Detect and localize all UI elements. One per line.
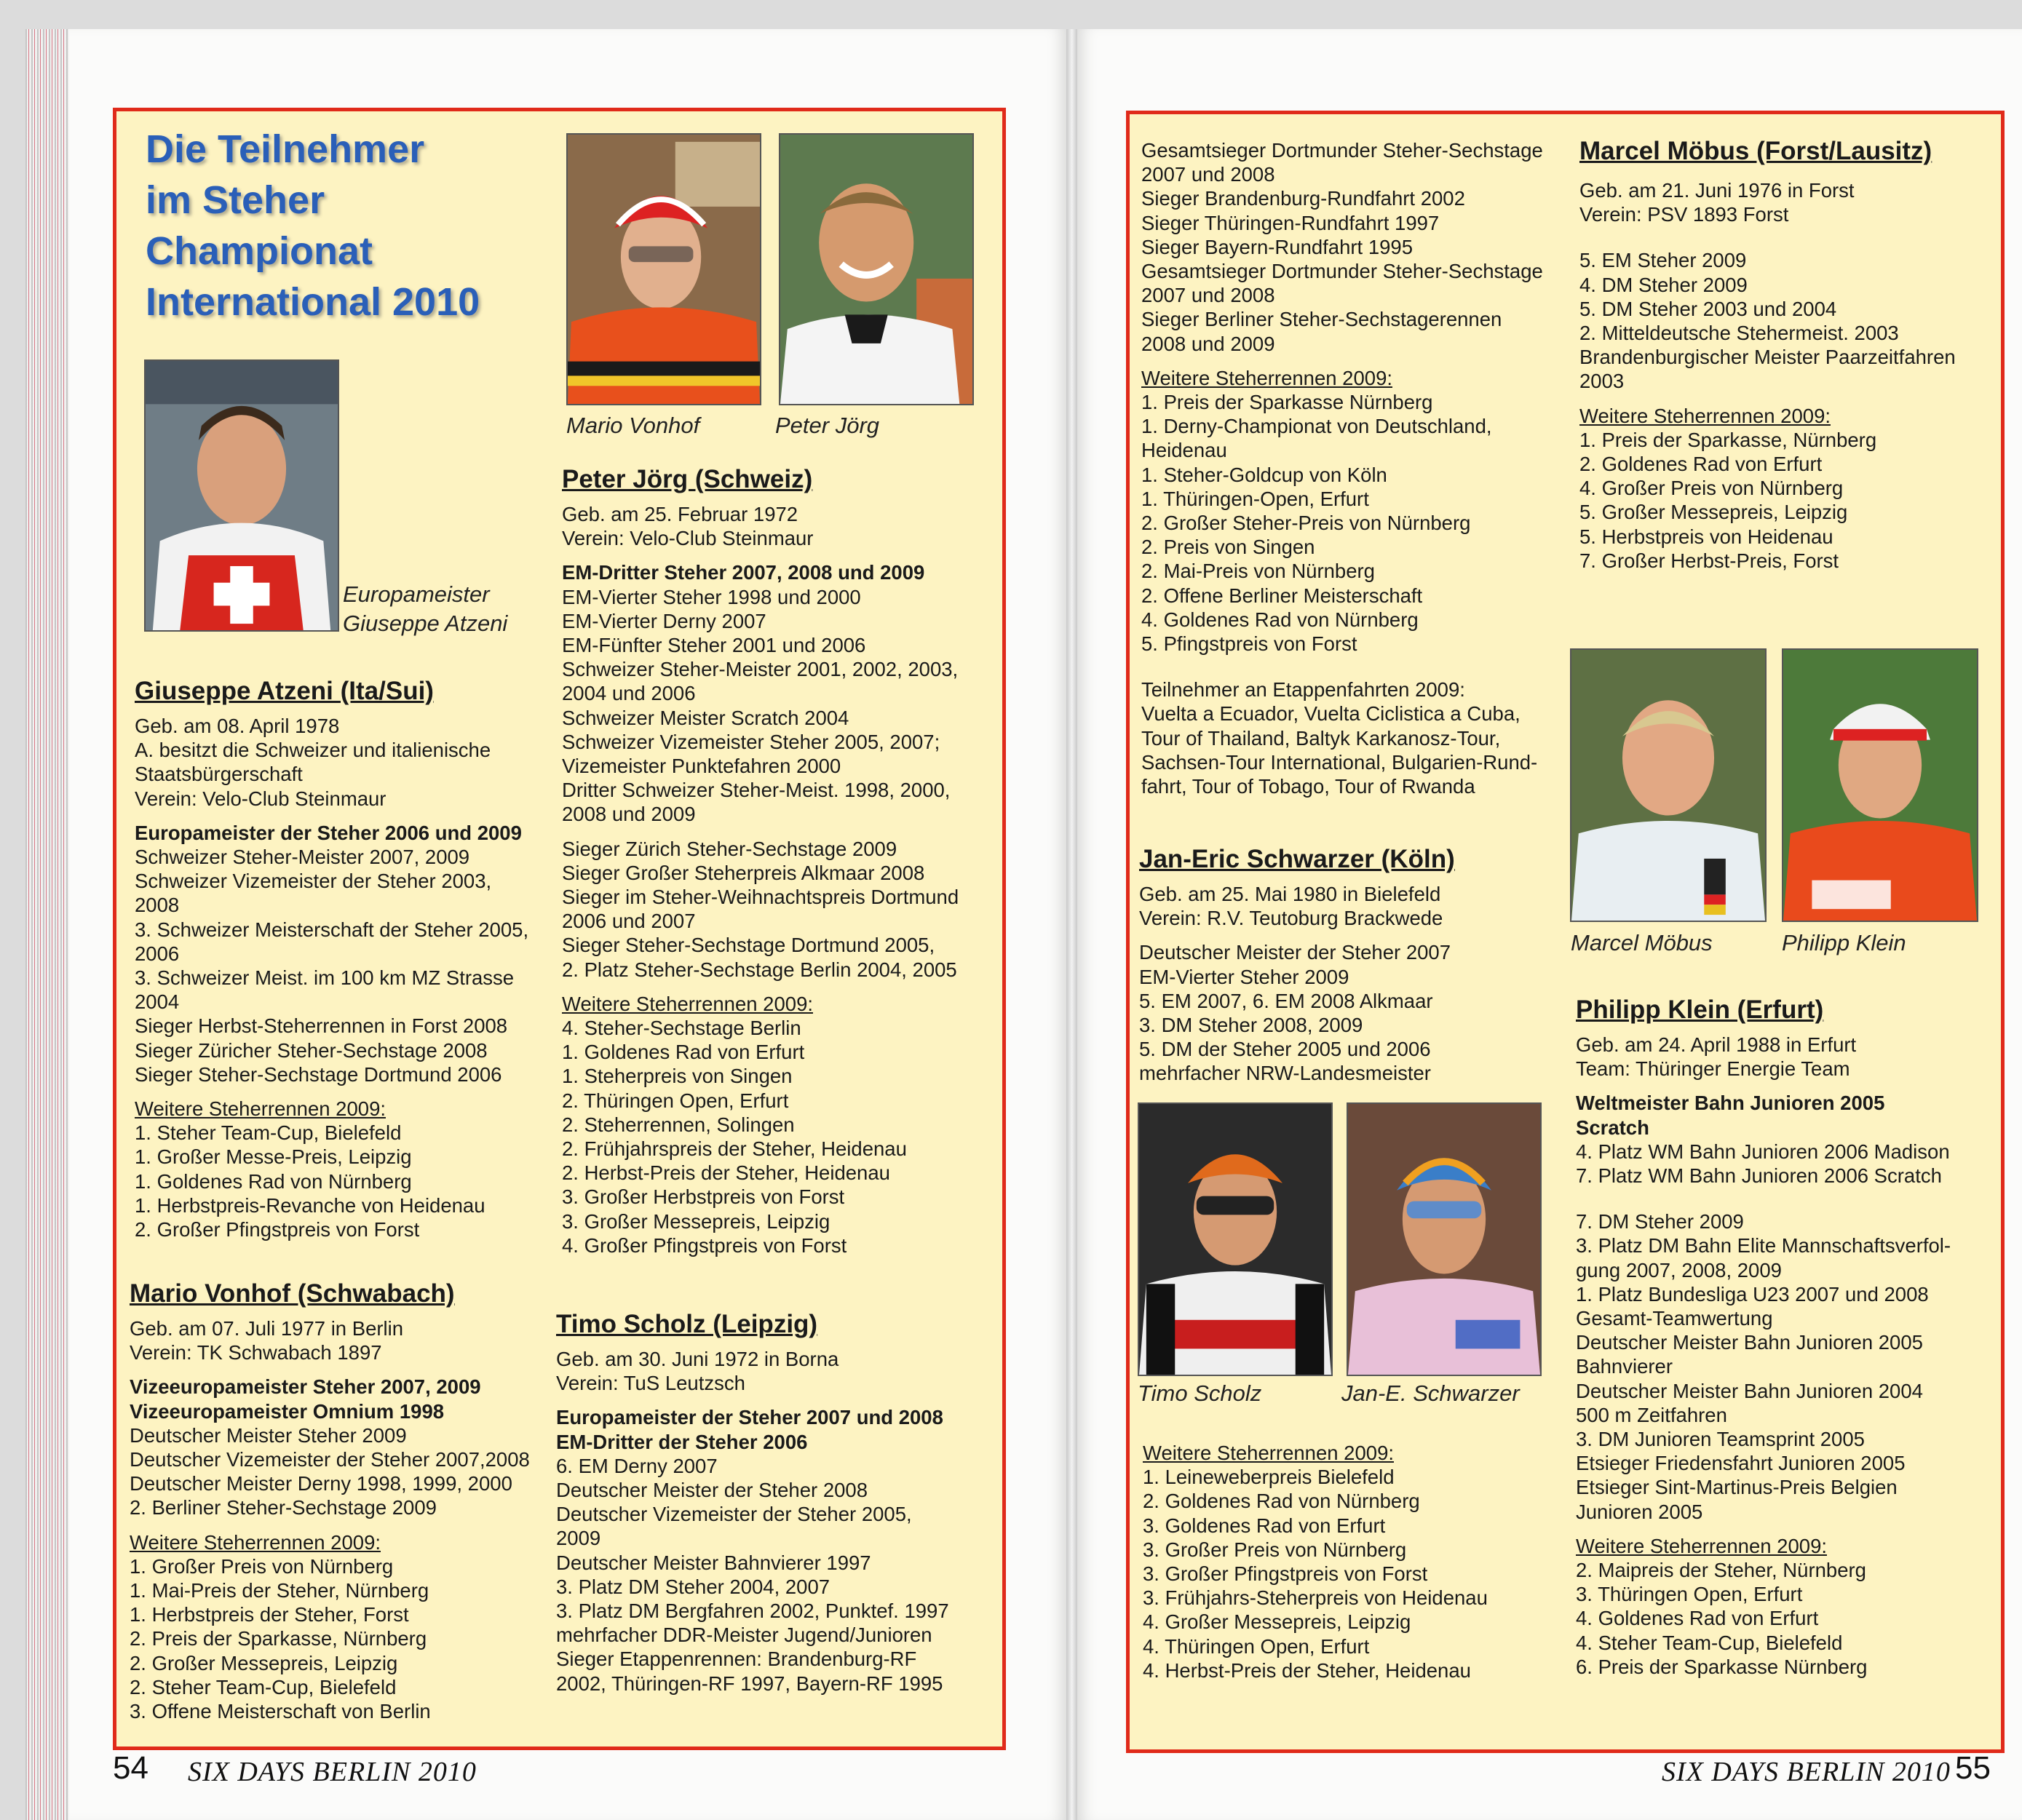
profile-giuseppe-atzeni [135,675,528,1241]
profile-line: Geb. am 24. April 1988 in Erfurt [1576,1033,1857,1056]
profile-line: mehrfacher DDR-Meister Jugend/Junioren [556,1624,932,1647]
profile-line: 1. Thüringen-Open, Erfurt [1141,487,1369,510]
profile-line: Tour of Thailand, Baltyk Karkanosz-Tour, [1141,726,1501,750]
profile-line: Etsieger Friedensfahrt Junioren 2005 [1576,1452,1906,1475]
profile-line: 3. Großer Herbstpreis von Forst [562,1185,845,1209]
profile-line: 2008 [135,894,180,917]
profile-line: 2. Großer Steher-Preis von Nürnberg [1141,512,1471,535]
profile-line: 3. Schweizer Meist. im 100 km MZ Strasse [135,966,515,990]
profile-line: 3. Platz DM Steher 2004, 2007 [556,1575,830,1598]
profile-subheading: Weitere Steherrennen 2009: [562,992,813,1015]
profile-line: Geb. am 07. Juli 1977 in Berlin [130,1317,404,1340]
profile-line: 2002, Thüringen-RF 1997, Bayern-RF 1995 [556,1672,943,1695]
profile-line: Sieger Thüringen-Rundfahrt 1997 [1141,211,1440,234]
profile-line: 3. Platz DM Bahn Elite Mannschaftsverfol- [1576,1234,1951,1257]
profile-line: 4. Großer Messepreis, Leipzig [1143,1610,1411,1634]
profile-line: 6. Preis der Sparkasse Nürnberg [1576,1655,1868,1678]
profile-line: 2. Herbst-Preis der Steher, Heidenau [562,1161,890,1185]
profile-line: 2. Platz Steher-Sechstage Berlin 2004, 2005 [562,958,957,981]
profile-line: Teilnehmer an Etappenfahrten 2009: [1141,678,1465,702]
profile-line: 1. Preis der Sparkasse, Nürnberg [1579,428,1877,451]
profile-timo-scholz-continued [1141,138,1543,798]
photo-mario-vonhof [566,133,761,405]
profile-line: Sieger Steher-Sechstage Dortmund 2006 [135,1062,502,1086]
profile-line: Sieger Züricher Steher-Sechstage 2008 [135,1038,488,1062]
profile-line: Sieger Berliner Steher-Sechstagerennen [1141,308,1502,331]
profile-line: 4. Großer Preis von Nürnberg [1579,477,1844,500]
profile-line: 1. Preis der Sparkasse Nürnberg [1141,391,1433,414]
profile-line: Geb. am 08. April 1978 [135,715,340,737]
profile-line: Dritter Schweizer Steher-Meist. 1998, 2000, [562,779,951,802]
profile-heading: Peter Jörg (Schweiz) [562,465,813,493]
profile-line: 3. Frühjahrs-Steherpreis von Heidenau [1143,1586,1488,1610]
profile-line: 2. Preis von Singen [1141,536,1315,559]
profile-line: EM-Vierter Steher 1998 und 2000 [562,585,861,608]
profile-line: Geb. am 21. Juni 1976 in Forst [1579,179,1855,202]
footer-right: SIX DAYS BERLIN 2010 [1662,1757,1951,1787]
profile-line: 1. Goldenes Rad von Nürnberg [135,1169,412,1193]
profile-line: 3. Goldenes Rad von Erfurt [1143,1514,1386,1537]
profile-line: Brandenburgischer Meister Paarzeitfahren [1579,346,1956,369]
profile-line: 2007 und 2008 [1141,284,1275,307]
profile-line: 5. Pfingstpreis von Forst [1141,632,1357,656]
profile-line: 3. Großer Preis von Nürnberg [1143,1538,1407,1561]
profile-line: 1. Großer Preis von Nürnberg [130,1554,394,1578]
profile-line: 2. Großer Pfingstpreis von Forst [135,1218,420,1241]
profile-line: 2. Goldenes Rad von Nürnberg [1143,1490,1420,1513]
photo-timo-scholz [1138,1102,1333,1376]
profile-line: 2008 und 2009 [562,803,696,826]
profile-line: Europameister der Steher 2006 und 2009 [135,821,522,844]
profile-line: Verein: Velo-Club Steinmaur [562,527,814,550]
profile-line: 7. DM Steher 2009 [1576,1210,1744,1233]
profile-line: 4. Platz WM Bahn Junioren 2006 Madison [1576,1140,1950,1163]
profile-line: mehrfacher NRW-Landesmeister [1139,1062,1431,1085]
profile-line: 2. Steher Team-Cup, Bielefeld [130,1675,397,1698]
profile-line: 4. Goldenes Rad von Erfurt [1576,1607,1819,1630]
profile-mario-vonhof [130,1277,530,1723]
profile-line: 2004 [135,990,180,1014]
page-number-left: 54 [113,1750,148,1786]
profile-line: EM-Vierter Steher 2009 [1139,965,1349,988]
profile-line: Vizemeister Punktefahren 2000 [562,755,841,778]
profile-line: 2007 und 2008 [1141,163,1275,186]
profile-line: EM-Dritter der Steher 2006 [556,1430,808,1453]
profile-line: Sieger Großer Steherpreis Alkmaar 2008 [562,861,925,884]
profile-line: Sieger Zürich Steher-Sechstage 2009 [562,837,897,860]
profile-line: 2006 [135,942,180,965]
profile-timo-scholz [556,1308,949,1696]
profile-line: 4. DM Steher 2009 [1579,273,1748,296]
profile-line: Schweizer Meister Scratch 2004 [562,706,849,729]
profile-line: Deutscher Meister der Steher 2008 [556,1479,868,1502]
profile-line: 1. Derny-Championat von Deutschland, [1141,415,1492,438]
profile-line: Verein: Velo-Club Steinmaur [135,787,386,810]
profile-line: 3. Schweizer Meisterschaft der Steher 2005, [135,918,529,941]
profile-line: Gesamtsieger Dortmunder Steher-Sechstage [1141,260,1543,283]
profile-line: 3. Offene Meisterschaft von Berlin [130,1700,431,1723]
profile-line: Deutscher Meister Bahnvierer 1997 [556,1551,871,1574]
profile-marcel-moebus [1579,135,1956,573]
profile-line: Heidenau [1141,439,1227,462]
profile-line: Geb. am 25. Mai 1980 in Bielefeld [1139,883,1441,905]
profile-line: 4. Goldenes Rad von Nürnberg [1141,608,1419,631]
caption-scholz: Timo Scholz [1138,1380,1262,1406]
profile-line: Sachsen-Tour International, Bulgarien-Rund- [1141,750,1538,774]
profile-line: Bahnvierer [1576,1355,1673,1378]
profile-line: A. besitzt die Schweizer und italienische [135,739,491,762]
profile-line: 7. Platz WM Bahn Junioren 2006 Scratch [1576,1164,1942,1188]
profile-line: Geb. am 30. Juni 1972 in Borna [556,1348,839,1370]
profile-line: 2. Thüringen Open, Erfurt [562,1089,789,1112]
profile-line: 5. DM der Steher 2005 und 2006 [1139,1038,1431,1061]
profile-line: Staatsbürgerschaft [135,763,303,786]
profile-line: Deutscher Meister Steher 2009 [130,1423,407,1447]
profile-line: Verein: R.V. Teutoburg Brackwede [1139,907,1443,930]
profile-line: Sieger Brandenburg-Rundfahrt 2002 [1141,187,1465,210]
title-line: Die Teilnehmer [146,127,425,171]
profile-line: 1. Goldenes Rad von Erfurt [562,1041,805,1064]
profile-line: 5. Großer Messepreis, Leipzig [1579,501,1848,524]
profile-subheading: Weitere Steherrennen 2009: [1143,1442,1394,1464]
profile-line: 3. DM Junioren Teamsprint 2005 [1576,1428,1865,1451]
profile-subheading: Weitere Steherrennen 2009: [135,1097,386,1121]
profile-line: 2. Berliner Steher-Sechstage 2009 [130,1496,437,1519]
profile-heading: Mario Vonhof (Schwabach) [130,1279,455,1308]
profile-line: Etsieger Sint-Martinus-Preis Belgien [1576,1476,1898,1499]
profile-line: 2. Steherrennen, Solingen [562,1113,795,1136]
caption-klein: Philipp Klein [1782,930,1906,955]
caption-joerg: Peter Jörg [775,413,880,438]
profile-line: 5. DM Steher 2003 und 2004 [1579,297,1837,320]
profile-line: Deutscher Meister Derny 1998, 1999, 2000 [130,1472,512,1495]
profile-line: 2. Großer Messepreis, Leipzig [130,1651,398,1674]
profile-line: 1. Herbstpreis der Steher, Forst [130,1603,409,1626]
profile-line: 4. Großer Pfingstpreis von Forst [562,1233,847,1257]
profile-line: 500 m Zeitfahren [1576,1403,1727,1426]
caption-vonhof: Mario Vonhof [566,413,700,438]
profile-jan-eric-schwarzer [1139,843,1455,1086]
profile-line: 1. Platz Bundesliga U23 2007 und 2008 [1576,1282,1929,1306]
page-edges [25,29,69,1820]
profile-line: Verein: TK Schwabach 1897 [130,1341,382,1364]
profile-heading: Philipp Klein (Erfurt) [1576,996,1824,1024]
profile-line: 1. Mai-Preis der Steher, Nürnberg [130,1579,429,1602]
profile-line: 2. Mai-Preis von Nürnberg [1141,560,1375,583]
profile-line: Weltmeister Bahn Junioren 2005 [1576,1092,1885,1115]
profile-line: Vuelta a Ecuador, Vuelta Ciclistica a Cuba, [1141,702,1521,726]
profile-subheading: Weitere Steherrennen 2009: [1576,1534,1827,1557]
profile-line: 4. Steher Team-Cup, Bielefeld [1576,1631,1843,1654]
photo-jan-eric-schwarzer [1347,1102,1542,1376]
profile-line: 6. EM Derny 2007 [556,1454,718,1477]
profile-line: Europameister der Steher 2007 und 2008 [556,1406,943,1429]
book-spine [1066,29,1077,1820]
profile-line: 3. Großer Messepreis, Leipzig [562,1209,830,1233]
profile-line: 2004 und 2006 [562,682,696,705]
profile-line: Vizeeuropameister Omnium 1998 [130,1399,445,1423]
profile-peter-joerg [562,463,959,1257]
profile-line: 2006 und 2007 [562,910,696,933]
profile-line: Deutscher Meister der Steher 2007 [1139,941,1451,964]
profile-line: 4. Thüringen Open, Erfurt [1143,1634,1370,1658]
profile-line: 1. Großer Messe-Preis, Leipzig [135,1145,412,1169]
profile-line: 1. Herbstpreis-Revanche von Heidenau [135,1193,485,1217]
profile-line: Schweizer Vizemeister Steher 2005, 2007; [562,730,940,753]
profile-line: EM-Vierter Derny 2007 [562,609,766,632]
profile-subheading: Weitere Steherrennen 2009: [130,1530,381,1554]
profile-line: Vizeeuropameister Steher 2007, 2009 [130,1375,481,1399]
profile-line: 2. Maipreis der Steher, Nürnberg [1576,1559,1866,1582]
profile-line: Schweizer Vizemeister der Steher 2003, [135,870,492,893]
profile-line: 2008 und 2009 [1141,332,1275,355]
profile-heading: Marcel Möbus (Forst/Lausitz) [1579,137,1932,165]
schwarzer-further-races [1143,1441,1488,1682]
profile-line: Sieger Bayern-Rundfahrt 1995 [1141,235,1414,258]
profile-subheading: Weitere Steherrennen 2009: [1141,366,1392,389]
profile-line: 4. Herbst-Preis der Steher, Heidenau [1143,1658,1471,1682]
caption-moebus: Marcel Möbus [1571,930,1713,955]
profile-line: Geb. am 25. Februar 1972 [562,503,798,525]
title-line: International 2010 [146,280,480,324]
profile-line: 2. Offene Berliner Meisterschaft [1141,584,1423,607]
profile-heading: Jan-Eric Schwarzer (Köln) [1139,845,1455,873]
profile-line: 1. Steherpreis von Singen [562,1065,793,1088]
profile-line: 4. Steher-Sechstage Berlin [562,1017,801,1040]
photo-peter-joerg [779,133,974,405]
profile-philipp-klein [1576,993,1951,1679]
profile-line: 2003 [1579,370,1625,393]
photo-philipp-klein [1782,648,1978,922]
profile-line: 5. EM 2007, 6. EM 2008 Alkmaar [1139,989,1433,1012]
caption-schwarzer: Jan-E. Schwarzer [1341,1380,1520,1406]
photo-marcel-moebus [1570,648,1767,922]
profile-line: Team: Thüringer Energie Team [1576,1057,1850,1081]
profile-line: 1. Steher Team-Cup, Bielefeld [135,1121,402,1145]
profile-line: Deutscher Meister Bahn Junioren 2005 [1576,1331,1923,1354]
profile-line: 1. Leineweberpreis Bielefeld [1143,1466,1395,1489]
profile-line: Schweizer Steher-Meister 2001, 2002, 2003, [562,658,959,681]
caption-line: Giuseppe Atzeni [343,611,508,636]
profile-line: 2. Frühjahrspreis der Steher, Heidenau [562,1137,907,1161]
profile-line: Verein: PSV 1893 Forst [1579,203,1789,226]
profile-line: 2009 [556,1527,601,1550]
caption-line: Europameister [343,581,490,607]
page-number-right: 55 [1955,1750,1991,1786]
profile-line: 3. DM Steher 2008, 2009 [1139,1014,1363,1037]
photo-giuseppe-atzeni [144,359,339,632]
profile-heading: Giuseppe Atzeni (Ita/Sui) [135,677,434,705]
profile-line: EM-Dritter Steher 2007, 2008 und 2009 [562,561,925,584]
profile-line: 2. Mitteldeutsche Stehermeist. 2003 [1579,322,1899,345]
title-line: im Steher [146,178,325,222]
profile-line: Sieger im Steher-Weihnachtspreis Dortmund [562,886,959,909]
caption-atzeni [343,580,507,638]
profile-line: Sieger Herbst-Steherrennen in Forst 2008 [135,1014,508,1038]
profile-line: fahrt, Tour of Tobago, Tour of Rwanda [1141,775,1475,798]
profile-line: Gesamtsieger Dortmunder Steher-Sechstage [1141,139,1543,162]
profile-line: Sieger Etappenrennen: Brandenburg-RF [556,1648,917,1671]
profile-line: 5. EM Steher 2009 [1579,249,1747,272]
profile-line: Gesamt-Teamwertung [1576,1307,1773,1330]
profile-line: 1. Steher-Goldcup von Köln [1141,463,1387,486]
profile-line: Verein: TuS Leutzsch [556,1372,745,1395]
profile-line: Deutscher Vizemeister der Steher 2005, [556,1503,912,1526]
profile-line: Deutscher Vizemeister der Steher 2007,2008 [130,1448,530,1471]
profile-line: 3. Thüringen Open, Erfurt [1576,1583,1803,1606]
page-title [146,124,582,327]
profile-line: 2. Goldenes Rad von Erfurt [1579,453,1823,476]
profile-line: Junioren 2005 [1576,1500,1703,1523]
profile-line: gung 2007, 2008, 2009 [1576,1258,1782,1281]
profile-heading: Timo Scholz (Leipzig) [556,1310,818,1338]
profile-line: EM-Fünfter Steher 2001 und 2006 [562,634,866,657]
profile-line: 3. Platz DM Bergfahren 2002, Punktef. 1997 [556,1600,949,1623]
footer-left: SIX DAYS BERLIN 2010 [188,1757,477,1787]
profile-line: 3. Großer Pfingstpreis von Forst [1143,1562,1428,1586]
profile-line: Deutscher Meister Bahn Junioren 2004 [1576,1379,1923,1402]
profile-line: 5. Herbstpreis von Heidenau [1579,525,1833,548]
profile-subheading: Weitere Steherrennen 2009: [1579,404,1831,427]
profile-line: Scratch [1576,1116,1649,1139]
title-line: Championat [146,229,373,273]
profile-line: Sieger Steher-Sechstage Dortmund 2005, [562,934,935,957]
profile-line: 7. Großer Herbst-Preis, Forst [1579,549,1839,572]
profile-line: Schweizer Steher-Meister 2007, 2009 [135,846,470,869]
profile-line: 2. Preis der Sparkasse, Nürnberg [130,1627,427,1650]
